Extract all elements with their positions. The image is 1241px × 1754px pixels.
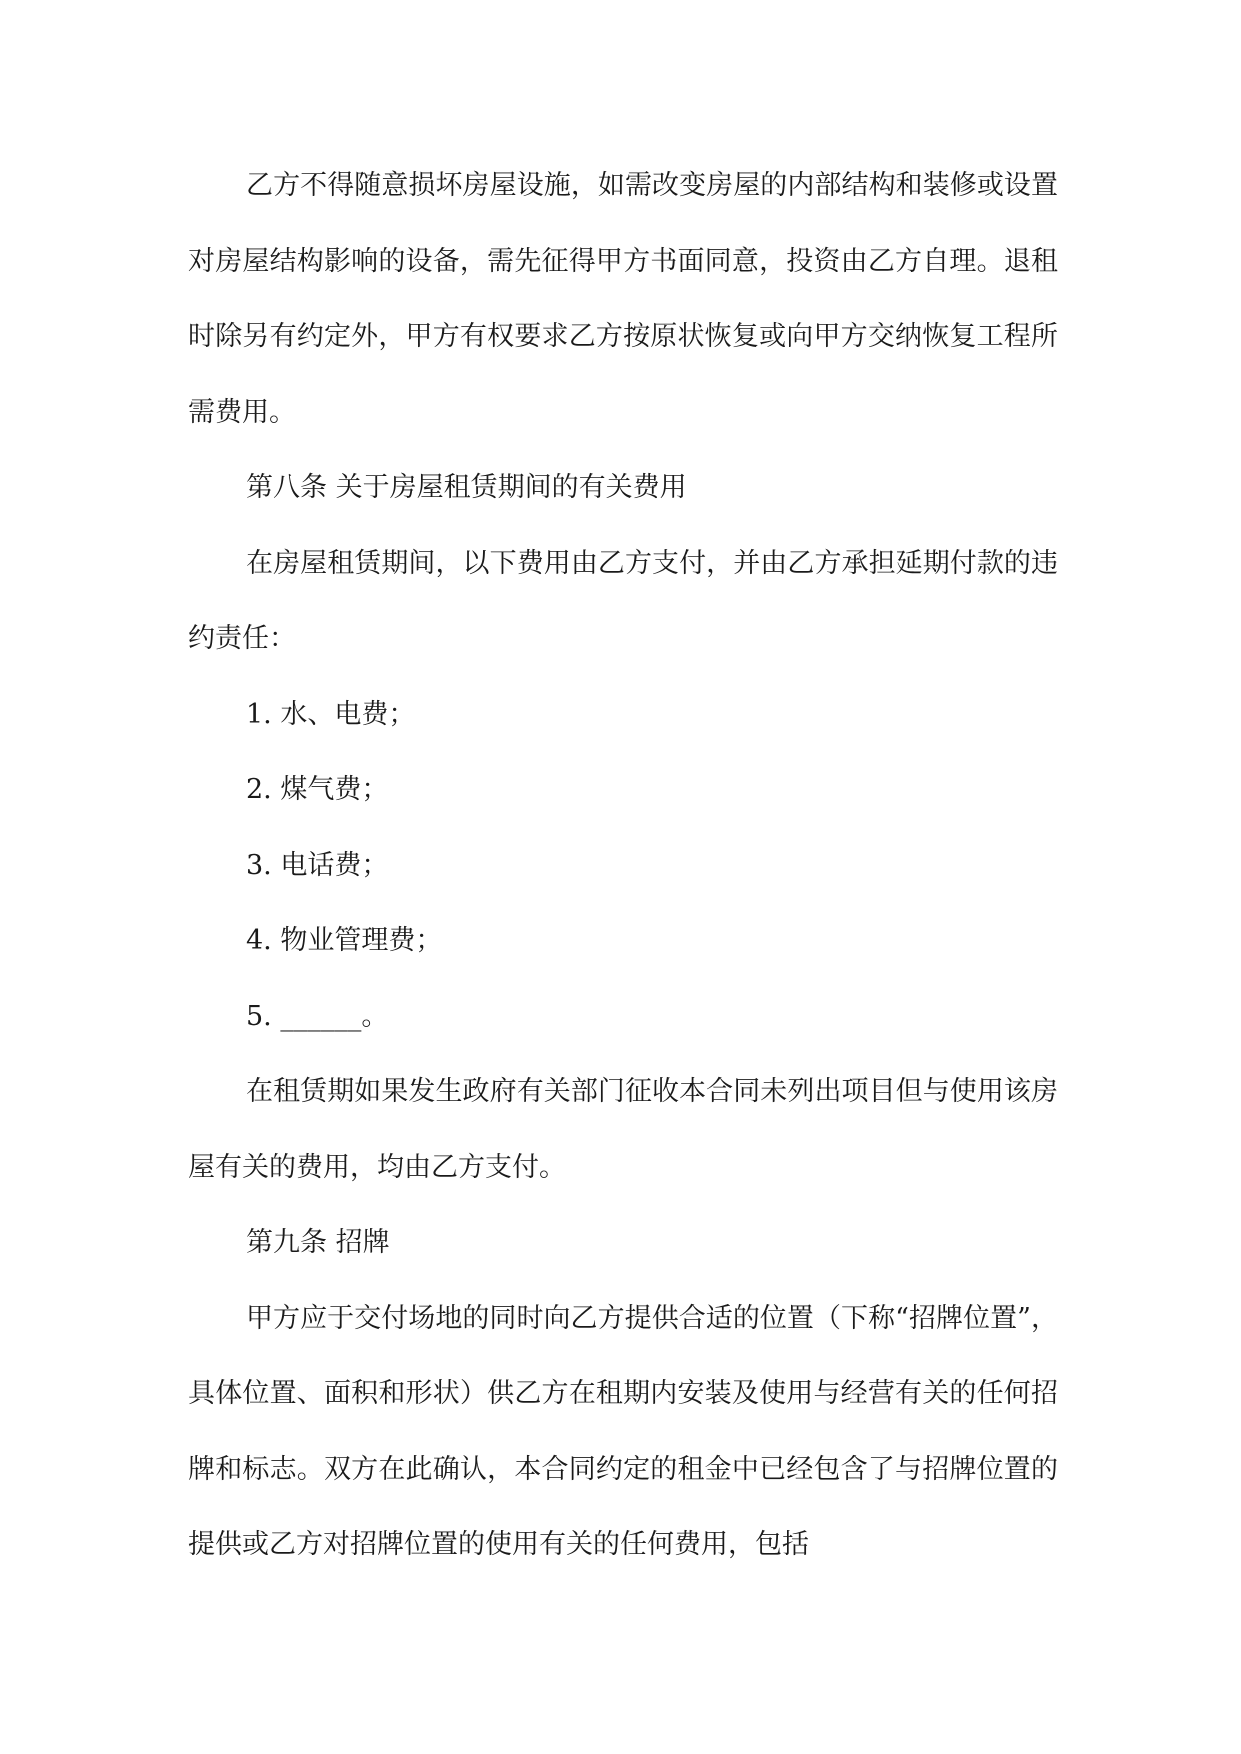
list-item-gas: 2. 煤气费； (246, 774, 389, 805)
list-item-phone: 3. 电话费； (246, 849, 389, 881)
heading-article-9: 第九条 招牌 (246, 1227, 390, 1258)
list-item-water-electricity: 1. 水、电费； (246, 698, 416, 730)
list-item-property-management: 4. 物业管理费； (246, 925, 443, 956)
paragraph-signboard: 甲方应于交付场地的同时向乙方提供合适的位置（下称“招牌位置”，具体位置、面积和形状）供乙方在租期内安装及使用与经营有关的任何招牌和标志。双方在此确认，本合同约定的租金中已经包含了与招牌位置的提供或乙方对招牌位置的使用有关的任何费用，包括 (188, 1302, 1058, 1560)
paragraph-government-fees: 在租赁期如果发生政府有关部门征收本合同未列出项目但与使用该房屋有关的费用，均由乙方支付。 (188, 1076, 1058, 1183)
heading-article-8: 第八条 关于房屋租赁期间的有关费用 (246, 472, 687, 503)
paragraph-fees-intro: 在房屋租赁期间，以下费用由乙方支付，并由乙方承担延期付款的违约责任： (188, 547, 1058, 654)
paragraph-tenant-facilities: 乙方不得随意损坏房屋设施，如需改变房屋的内部结构和装修或设置对房屋结构影响的设备，需先征得甲方书面同意，投资由乙方自理。退租时除另有约定外，甲方有权要求乙方按原状恢复或向甲方交纳恢复工程所需费用。 (188, 170, 1058, 428)
list-item-blank: 5. ______。 (246, 1000, 389, 1032)
document-body (188, 148, 1058, 1583)
